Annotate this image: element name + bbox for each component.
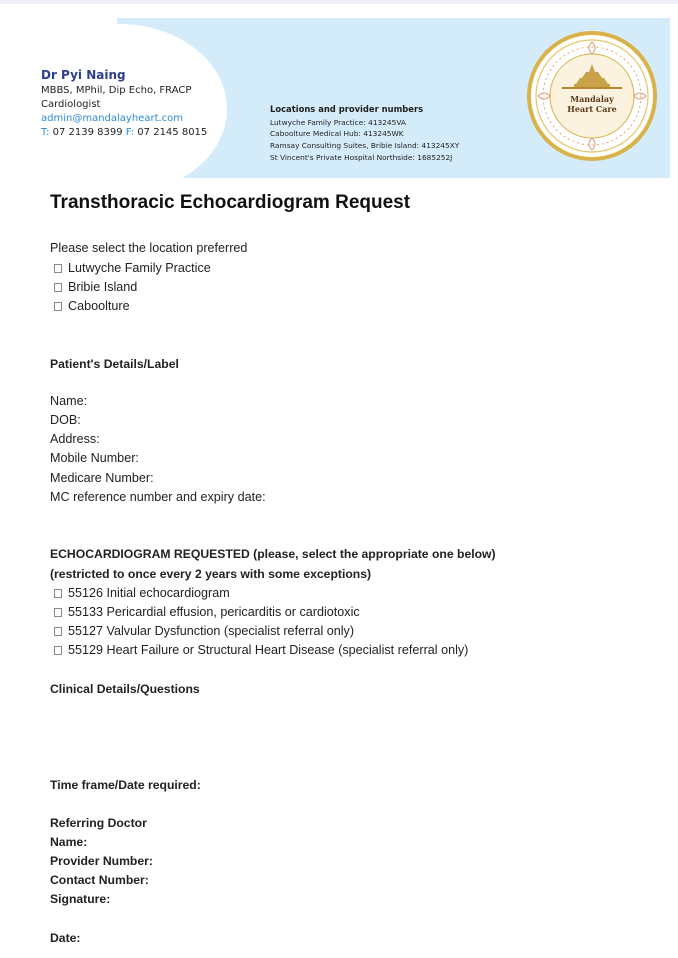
checkbox-icon[interactable]: [54, 283, 62, 292]
doctor-contact-block: [41, 68, 207, 140]
phone-number: 07 2139 8399: [52, 127, 123, 138]
doctor-phone-fax: [41, 126, 207, 140]
patient-address-field: Address:: [50, 432, 100, 446]
location-option-lutwyche[interactable]: Lutwyche Family Practice: [50, 261, 211, 275]
timeframe-label: Time frame/Date required:: [50, 778, 201, 792]
checkbox-icon[interactable]: [54, 627, 62, 636]
patient-dob-field: DOB:: [50, 413, 81, 427]
location-option-caboolture[interactable]: Caboolture: [50, 299, 130, 313]
location-provider-1: Lutwyche Family Practice: 413245VA: [270, 117, 406, 127]
page-top-border: [0, 0, 678, 4]
logo-text-line2: Heart Care: [567, 104, 617, 114]
form-title: Transthoracic Echocardiogram Request: [50, 192, 411, 213]
patient-medicare-field: Medicare Number:: [50, 471, 154, 485]
phone-label: T:: [41, 127, 50, 138]
locations-block: [270, 104, 459, 164]
location-provider-3: Ramsay Consulting Suites, Bribie Island: 413245XY: [270, 141, 460, 151]
mandalay-heart-care-logo: [526, 30, 658, 162]
location-option-bribie[interactable]: Bribie Island: [50, 280, 137, 294]
referring-contact-number-field: Contact Number:: [50, 873, 149, 887]
doctor-name: Dr Pyi Naing: [41, 68, 126, 82]
clinical-details-heading: Clinical Details/Questions: [50, 682, 200, 696]
doctor-email-link[interactable]: admin@mandalayheart.com: [41, 113, 184, 124]
date-field: Date:: [50, 931, 81, 945]
location-provider-4: St Vincent's Private Hospital Northside: 1685252J: [270, 152, 453, 162]
checkbox-icon[interactable]: [54, 608, 62, 617]
patient-mobile-field: Mobile Number:: [50, 451, 139, 465]
locations-title: Locations and provider numbers: [270, 104, 424, 114]
logo-text-line1: Mandalay: [570, 94, 614, 104]
doctor-role: Cardiologist: [41, 99, 101, 110]
patient-name-field: Name:: [50, 394, 88, 408]
referring-name-field: Name:: [50, 835, 88, 849]
echo-option-55133[interactable]: 55133 Pericardial effusion, pericarditis or cardiotoxic: [50, 605, 360, 619]
echo-option-55129[interactable]: 55129 Heart Failure or Structural Heart Disease (specialist referral only): [50, 643, 468, 657]
location-prompt: Please select the location preferred: [50, 241, 248, 255]
referring-doctor-heading: Referring Doctor: [50, 816, 147, 830]
echo-restriction-note: (restricted to once every 2 years with some exceptions): [50, 567, 372, 581]
letterhead-banner: [12, 18, 670, 178]
checkbox-icon[interactable]: [54, 589, 62, 598]
fax-number: 07 2145 8015: [137, 127, 208, 138]
checkbox-icon[interactable]: [54, 302, 62, 311]
doctor-qualifications: MBBS, MPhil, Dip Echo, FRACP: [41, 85, 192, 96]
fax-label: F:: [125, 127, 135, 138]
checkbox-icon[interactable]: [54, 646, 62, 655]
checkbox-icon[interactable]: [54, 264, 62, 273]
echo-option-55127[interactable]: 55127 Valvular Dysfunction (specialist referral only): [50, 624, 354, 638]
referring-signature-field: Signature:: [50, 892, 111, 906]
referring-provider-number-field: Provider Number:: [50, 854, 153, 868]
location-provider-2: Caboolture Medical Hub: 413245WK: [270, 129, 404, 139]
patient-mc-reference-field: MC reference number and expiry date:: [50, 490, 266, 504]
echo-requested-heading: ECHOCARDIOGRAM REQUESTED (please, select the appropriate one below): [50, 547, 496, 561]
patient-details-heading: Patient's Details/Label: [50, 357, 179, 371]
echo-option-55126[interactable]: 55126 Initial echocardiogram: [50, 586, 230, 600]
